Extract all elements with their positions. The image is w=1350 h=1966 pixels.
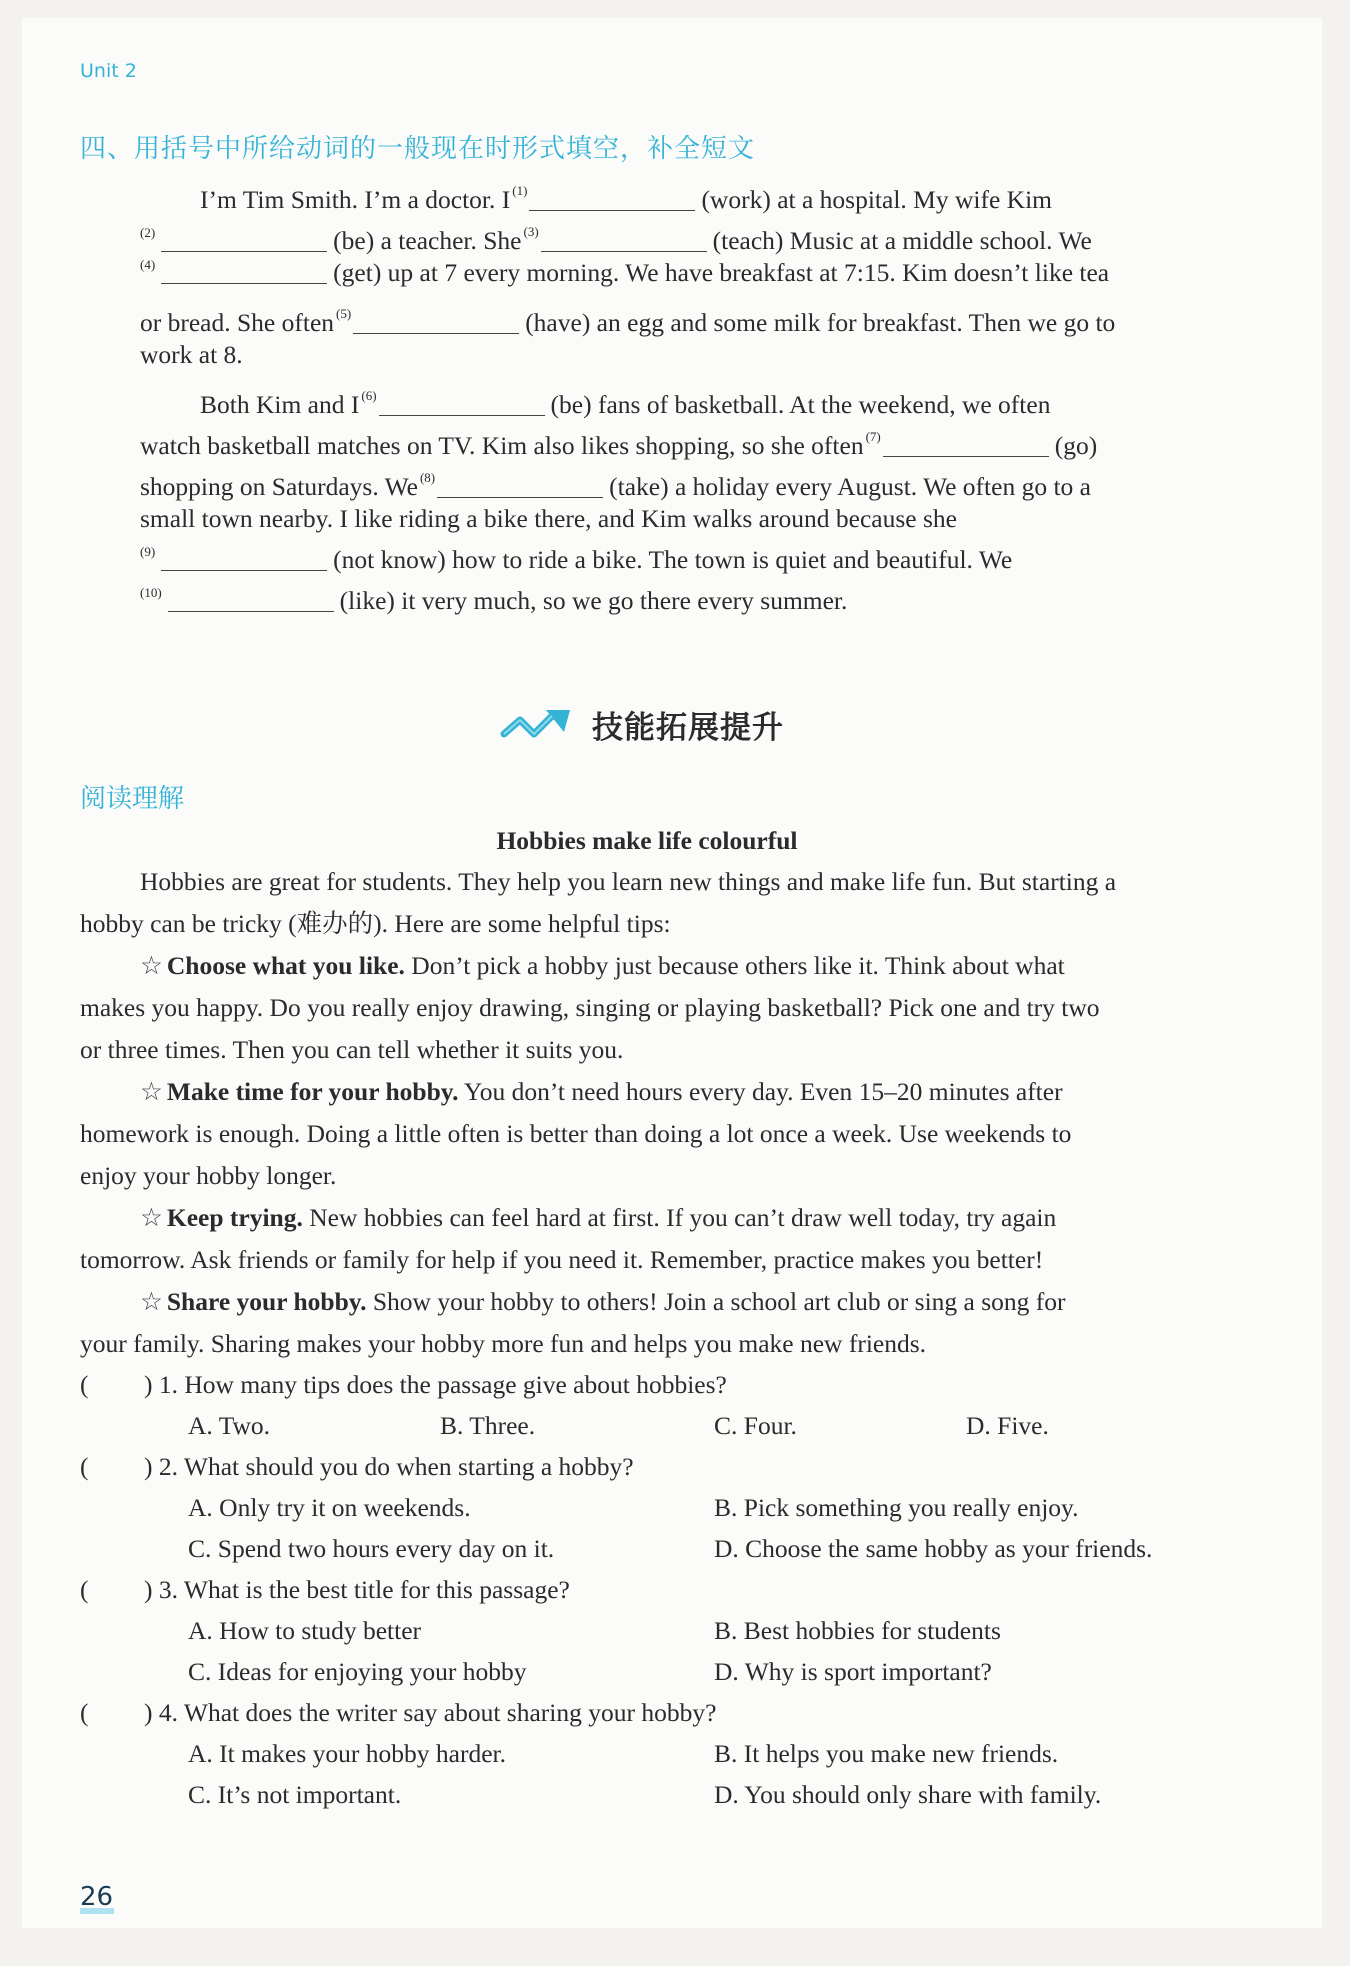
- page-number: 26: [80, 1882, 114, 1912]
- option[interactable]: D. Five.: [966, 1411, 1049, 1440]
- answer-blank[interactable]: [541, 227, 707, 252]
- option[interactable]: A. How to study better: [188, 1616, 422, 1645]
- trend-arrow-icon: [500, 708, 574, 742]
- option[interactable]: D. Why is sport important?: [714, 1657, 992, 1686]
- passage-line: work at 8.: [140, 340, 243, 369]
- question-paren[interactable]: (: [80, 1575, 89, 1604]
- option[interactable]: D. You should only share with family.: [714, 1780, 1102, 1809]
- passage-line: $^{(9)}$ (not know) how to ride a bike. The town is quiet and beautiful. We: [140, 544, 1013, 574]
- passage-line: enjoy your hobby longer.: [80, 1161, 337, 1190]
- passage-line: or bread. She often $^{(5)}$ (have) an egg and some milk for breakfast. Then we go to: [140, 306, 1116, 337]
- passage-line: your family. Sharing makes your hobby more fun and helps you make new friends.: [80, 1329, 927, 1358]
- option[interactable]: C. Ideas for enjoying your hobby: [188, 1657, 527, 1686]
- passage-line: $^{(4)}$ (get) up at 7 every morning. We have breakfast at 7:15. Kim doesn’t like tea: [140, 257, 1110, 287]
- passage-line: shopping on Saturdays. We $^{(8)}$ (take) a holiday every August. We often go to a: [140, 470, 1091, 501]
- banner-title: 技能拓展提升: [592, 710, 784, 746]
- skills-banner: [22, 694, 1322, 754]
- passage-line: watch basketball matches on TV. Kim also likes shopping, so she often $^{(7)}$ (go): [140, 429, 1098, 460]
- passage-line: Hobbies are great for students. They help you learn new things and make life fun. But starting a: [140, 867, 1117, 896]
- passage-line: or three times. Then you can tell whether it suits you.: [80, 1035, 624, 1064]
- option[interactable]: A. It makes your hobby harder.: [188, 1739, 506, 1768]
- star-icon: ☆: [140, 1077, 163, 1106]
- passage-line: I’m Tim Smith. I’m a doctor. I $^{(1)}$ (work) at a hospital. My wife Kim: [200, 183, 1052, 214]
- answer-blank[interactable]: [168, 587, 334, 612]
- tip-line: ☆ Share your hobby. Show your hobby to others! Join a school art club or sing a song for: [140, 1287, 1066, 1316]
- question-text: ) 2. What should you do when starting a hobby?: [144, 1452, 634, 1481]
- passage-line: homework is enough. Doing a little often is better than doing a lot once a week. Use weekends to: [80, 1119, 1072, 1148]
- star-icon: ☆: [140, 951, 163, 980]
- tip-line: ☆ Choose what you like. Don’t pick a hobby just because others like it. Think about what: [140, 951, 1065, 980]
- option[interactable]: A. Two.: [188, 1411, 271, 1440]
- question-text: ) 4. What does the writer say about sharing your hobby?: [144, 1698, 717, 1727]
- question-paren[interactable]: (: [80, 1452, 89, 1481]
- answer-blank[interactable]: [529, 186, 695, 211]
- unit-label: Unit 2: [80, 60, 137, 82]
- question-paren[interactable]: (: [80, 1698, 89, 1727]
- option[interactable]: B. Best hobbies for students: [714, 1616, 1001, 1645]
- passage-title: Hobbies make life colourful: [496, 826, 798, 855]
- answer-blank[interactable]: [161, 259, 327, 284]
- option[interactable]: C. It’s not important.: [188, 1780, 402, 1809]
- answer-blank[interactable]: [883, 432, 1049, 457]
- answer-blank[interactable]: [437, 473, 603, 498]
- question-text: ) 1. How many tips does the passage give about hobbies?: [144, 1370, 727, 1399]
- option[interactable]: B. It helps you make new friends.: [714, 1739, 1059, 1768]
- option[interactable]: C. Spend two hours every day on it.: [188, 1534, 555, 1563]
- worksheet-page: [22, 18, 1322, 1928]
- answer-blank[interactable]: [353, 309, 519, 334]
- answer-blank[interactable]: [379, 391, 545, 416]
- tip-line: ☆ Keep trying. New hobbies can feel hard at first. If you can’t draw well today, try again: [140, 1203, 1057, 1232]
- option[interactable]: B. Pick something you really enjoy.: [714, 1493, 1079, 1522]
- passage-line: small town nearby. I like riding a bike there, and Kim walks around because she: [140, 504, 957, 533]
- answer-blank[interactable]: [161, 546, 327, 571]
- answer-blank[interactable]: [161, 227, 327, 252]
- passage-line: makes you happy. Do you really enjoy drawing, singing or playing basketball? Pick one and try two: [80, 993, 1100, 1022]
- star-icon: ☆: [140, 1287, 163, 1316]
- question-text: ) 3. What is the best title for this passage?: [144, 1575, 570, 1604]
- passage-line: $^{(2)}$ (be) a teacher. She $^{(3)}$ (teach) Music at a middle school. We: [140, 224, 1092, 255]
- option[interactable]: C. Four.: [714, 1411, 797, 1440]
- reading-label: 阅读理解: [80, 784, 185, 814]
- passage-line: hobby can be tricky (难办的). Here are some helpful tips:: [80, 909, 671, 938]
- section-heading: 四、用括号中所给动词的一般现在时形式填空，补全短文: [80, 134, 756, 164]
- passage-line: Both Kim and I $^{(6)}$ (be) fans of basketball. At the weekend, we often: [200, 388, 1051, 419]
- option[interactable]: D. Choose the same hobby as your friends.: [714, 1534, 1153, 1563]
- passage-line: tomorrow. Ask friends or family for help if you need it. Remember, practice makes you better!: [80, 1245, 1044, 1274]
- question-paren[interactable]: (: [80, 1370, 89, 1399]
- star-icon: ☆: [140, 1203, 163, 1232]
- option[interactable]: B. Three.: [440, 1411, 536, 1440]
- tip-line: ☆ Make time for your hobby. You don’t need hours every day. Even 15–20 minutes after: [140, 1077, 1063, 1106]
- passage-line: $^{(10)}$ (like) it very much, so we go there every summer.: [140, 585, 848, 615]
- option[interactable]: A. Only try it on weekends.: [188, 1493, 471, 1522]
